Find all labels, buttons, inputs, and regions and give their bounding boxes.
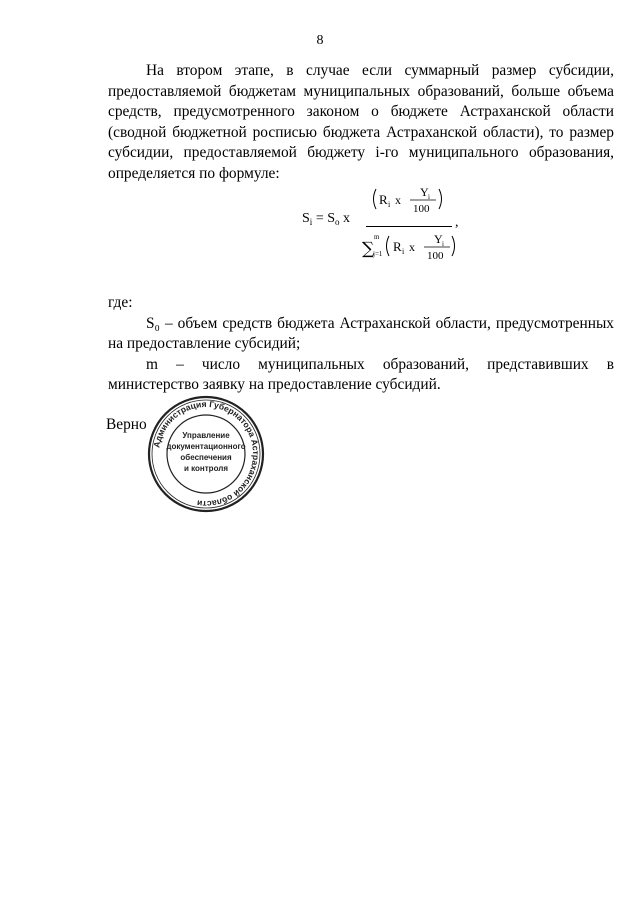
num-r: R <box>379 192 388 207</box>
intro-paragraph <box>108 61 614 184</box>
num-paren-left <box>374 189 377 209</box>
def-m: m – число муниципальных образований, представивших в министерство заявку на предоставление субсидий. <box>108 355 614 393</box>
formula-denominator <box>362 230 458 266</box>
sum-symbol: ∑ <box>362 239 375 259</box>
sum-lower: j=1 <box>373 250 383 258</box>
subsidy-formula <box>302 185 472 265</box>
official-stamp <box>144 395 268 513</box>
formula-main-fraction-line <box>366 226 452 227</box>
formula-s0-sub: o <box>335 217 340 227</box>
def-s0: S₀ – объем средств бюджета Астраханской области, предусмотренных на предоставление субсидий; <box>108 314 614 352</box>
num-r-sub: i <box>388 200 391 209</box>
formula-eq: = S <box>315 211 335 226</box>
intro-text: На втором этапе, в случае если суммарный размер субсидии, предоставляемой бюджетам муниципальных образований, больше объема средств, предусмотренного законом о бюджете Астраханской области (сводной бюджетной росписью бюджета Астраханской области), то размер субсидии, предоставляемой бюджету i-го муниципального образования, определяется по формуле: <box>108 62 614 182</box>
num-y-sub: i <box>428 193 430 201</box>
num-paren-right <box>439 189 442 209</box>
formula-numerator <box>368 185 454 223</box>
formula-s-sub: i <box>309 217 313 227</box>
formula-times: x <box>343 211 350 226</box>
stamp-line-4: и контроля <box>184 464 228 473</box>
den-paren-right <box>452 236 455 256</box>
verno-label: Верно <box>106 416 147 433</box>
page-number: 8 <box>316 33 324 48</box>
den-times: x <box>409 240 415 254</box>
sum-upper: m <box>374 233 380 241</box>
certification-block <box>106 395 276 515</box>
formula-lhs <box>302 211 350 227</box>
den-r-sub: i <box>402 247 405 256</box>
formula-s: S <box>302 211 310 226</box>
num-hundred: 100 <box>413 203 430 215</box>
den-y: Y <box>434 232 443 246</box>
definitions <box>108 293 614 396</box>
den-paren-left <box>387 236 390 256</box>
stamp-line-2: документационного <box>166 442 246 451</box>
stamp-ring-text: Администрация Губернатора Астраханской области <box>151 398 262 510</box>
formula-comma: , <box>455 215 459 230</box>
where-label: где: <box>108 294 133 311</box>
num-y: Y <box>420 185 429 199</box>
num-times: x <box>395 193 401 207</box>
stamp-line-1: Управление <box>182 431 230 440</box>
den-y-sub: i <box>442 240 444 248</box>
den-hundred: 100 <box>427 250 444 262</box>
den-r: R <box>393 239 402 254</box>
stamp-line-3: обеспечения <box>180 453 232 462</box>
